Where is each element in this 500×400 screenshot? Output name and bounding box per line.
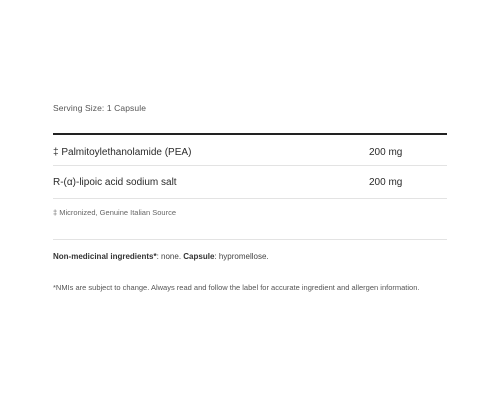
capsule-label: Capsule	[183, 252, 215, 261]
ingredient-name: ‡ Palmitoylethanolamide (PEA)	[53, 147, 192, 158]
row-divider	[53, 165, 447, 166]
header-divider	[53, 133, 447, 135]
disclaimer-note: *NMIs are subject to change. Always read and follow the label for accurate ingredient and allergen information.	[53, 283, 420, 292]
source-footnote: ‡ Micronized, Genuine Italian Source	[53, 208, 176, 217]
ingredient-row	[53, 147, 447, 161]
capsule-text: : hypromellose.	[214, 252, 269, 261]
ingredient-row	[53, 177, 447, 191]
section-divider	[53, 239, 447, 240]
ingredient-name: R-(α)-lipoic acid sodium salt	[53, 177, 177, 188]
row-divider	[53, 198, 447, 199]
non-medicinal-label: Non-medicinal ingredients*	[53, 252, 157, 261]
serving-size: Serving Size: 1 Capsule	[53, 103, 147, 113]
ingredient-amount: 200 mg	[369, 147, 403, 158]
non-medicinal-ingredients	[53, 252, 269, 261]
non-medicinal-text: : none.	[156, 252, 184, 261]
ingredient-amount: 200 mg	[369, 177, 403, 188]
supplement-facts-panel	[53, 0, 447, 400]
